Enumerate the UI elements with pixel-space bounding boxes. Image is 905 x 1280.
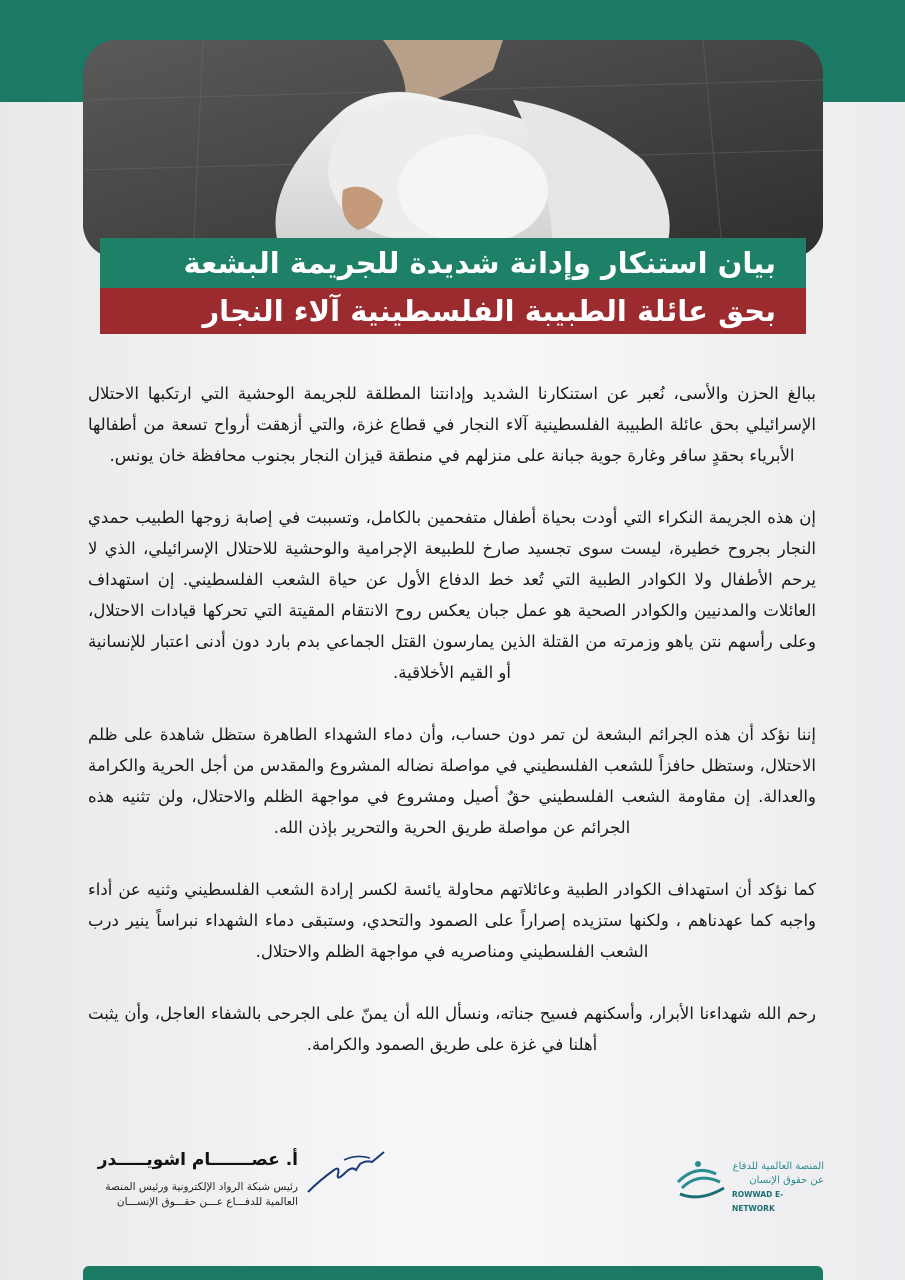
paragraph-2: إن هذه الجريمة النكراء التي أودت بحياة أطفال متفحمين بالكامل، وتسببت في إصابة زوجها الطبيب حمدي النجار بجروح خطيرة، ليست سوى تجسيد صارخ للطبيعة الإجرامية والوحشية للاحتلال الإسرائيلي، الذي لا يرحم الأطفال ولا الكوادر الطبية التي تُعد خط الدفاع الأول عن حياة الشعب الفلسطيني. إن استهداف العائلات والمدنيين والكوادر الصحية هو عمل جبان يعكس روح الانتقام المقيتة التي تحركها قيادات الاحتلال، وعلى رأسهم نتن ياهو وزمرته من القتلة الذين يمارسون القتل الجماعي بدم بارد دون أدنى اعتبار للإنسانية أو القيم الأخلاقية.: [88, 508, 816, 682]
signatory-role-line-1: رئيس شبكة الرواد الإلكترونية ورئيس المنصة: [105, 1181, 298, 1193]
paragraph-5: رحم الله شهداءنا الأبرار، وأسكنهم فسيح جناته، ونسأل الله أن يمنّ على الجرحى بالشفاء العاجل، وأن يثبت أهلنا في غزة على طريق الصمود والكرامة.: [88, 1004, 816, 1054]
paragraph-3: إننا نؤكد أن هذه الجرائم البشعة لن تمر دون حساب، وأن دماء الشهداء الطاهرة ستظل شاهدة على ظلم الاحتلال، وستظل حافزاً للشعب الفلسطيني في مواصلة نضاله المشروع والمقدس من أجل الحرية والكرامة والعدالة. إن مقاومة الشعب الفلسطيني حقٌ أصيل ومشروع في مواجهة الظلم والاحتلال، ولن تثنيه هذه الجرائم عن مواصلة طريق الحرية والتحرير بإذن الله.: [88, 725, 816, 837]
title-line-1: بيان استنكار وإدانة شديدة للجريمة البشعة: [183, 246, 776, 280]
title-line-2-banner: [100, 288, 806, 334]
bottom-green-band: [83, 1266, 823, 1280]
signatory-role-line-2: العالمية للدفـــاع عـــن حقـــوق الإنســـان: [116, 1196, 298, 1208]
platform-logo-text: [732, 1160, 824, 1216]
title-line-1-banner: [100, 238, 806, 288]
handwritten-signature: [300, 1140, 390, 1200]
header-photo: [83, 40, 823, 258]
statement-body: [88, 378, 816, 1091]
logo-line-2: عن حقوق الإنسان: [749, 1175, 824, 1186]
title-line-2: بحق عائلة الطبيبة الفلسطينية آلاء النجار: [202, 294, 776, 328]
paragraph-1: ببالغ الحزن والأسى، نُعبر عن استنكارنا الشديد وإدانتنا المطلقة للجريمة الوحشية التي ارتكبها الاحتلال الإسرائيلي بحق عائلة الطبيبة الفلسطينية آلاء النجار في قطاع غزة، والتي أزهقت أرواح تسعة من أطفالها الأبرياء بحقدٍ سافر وغارة جوية جبانة على منزلهم في منطقة قيزان النجار بجنوب محافظة خان يونس.: [88, 384, 816, 465]
paragraph-4: كما نؤكد أن استهداف الكوادر الطبية وعائلاتهم محاولة يائسة لكسر إرادة الشعب الفلسطيني وثنيه عن أداء واجبه كما عهدناهم ، ولكنها ستزيده إصراراً على الصمود والتحدي، وستبقى دماء الشهداء نبراساً ينير درب الشعب الفلسطيني ومناصريه في مواجهة الظلم والاحتلال.: [88, 880, 816, 961]
signatory-role: [90, 1180, 298, 1210]
logo-line-3: ROWWAD E-NETWORK: [732, 1190, 784, 1213]
logo-line-1: المنصة العالمية للدفاع: [732, 1161, 824, 1172]
signatory-name: أ. عصـــــــام اشويـــــدر: [97, 1150, 298, 1170]
